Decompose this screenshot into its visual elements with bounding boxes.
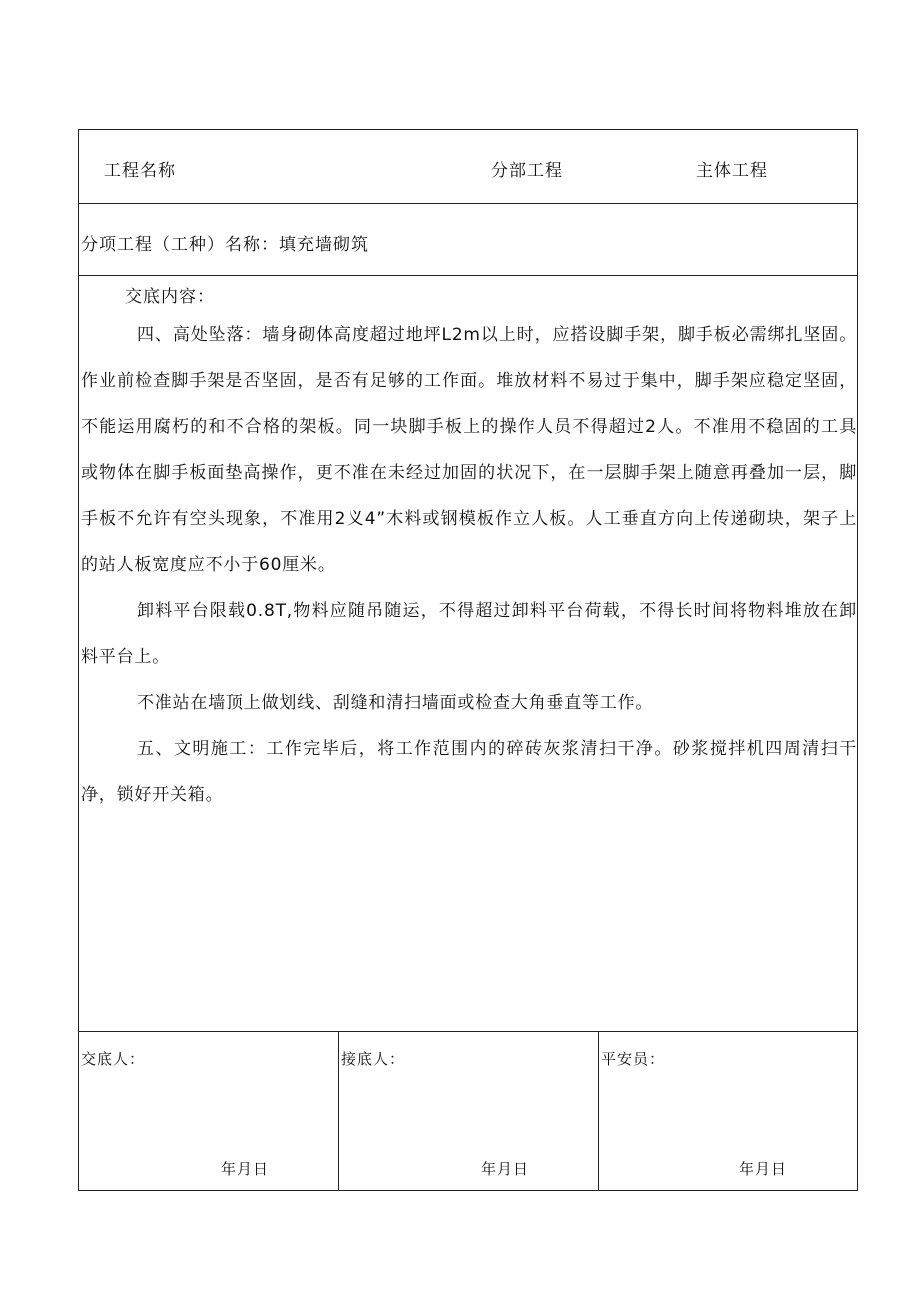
header-row bbox=[79, 130, 857, 204]
discloser-label: 交底人： bbox=[81, 1050, 146, 1068]
disclosure-form bbox=[78, 129, 858, 1191]
receiver-label: 接底人： bbox=[341, 1050, 406, 1068]
division-label: 分部工程 bbox=[491, 161, 563, 181]
safety-officer-label: 平安员： bbox=[601, 1050, 666, 1068]
subitem-row bbox=[79, 204, 857, 276]
signature-row bbox=[79, 1032, 857, 1190]
paragraph-civilized-construction: 五、文明施工：工作完毕后，将工作范围内的碎砖灰浆清扫干净。砂浆搅拌机四周清扫干净，锁好开关箱。 bbox=[81, 739, 857, 805]
paragraph-wall-top: 不准站在墙顶上做划线、刮缝和清扫墙面或检查大角垂直等工作。 bbox=[137, 693, 654, 713]
paragraph-fall-prevention: 四、高处坠落：墙身砌体高度超过地坪L2m以上时，应搭设脚手架，脚手板必需绑扎坚固。作业前检查脚手架是否坚固，是否有足够的工作面。堆放材料不易过于集中，脚手架应稳定坚固，不能运用腐朽的和不合格的架板。同一块脚手板上的操作人员不得超过2人。不准用不稳固的工具或物体在脚手板面垫高操作，更不准在未经过加固的状况下，在一层脚手架上随意再叠加一层，脚手板不允许有空头现象，不准用2义4”木料或钢模板作立人板。人工垂直方向上传递砌块，架子上的站人板宽度应不小于60厘米。 bbox=[81, 325, 857, 575]
receiver-date: 年月日 bbox=[481, 1160, 530, 1178]
content-row bbox=[79, 276, 857, 1032]
safety-officer-cell bbox=[599, 1032, 857, 1190]
receiver-cell bbox=[339, 1032, 599, 1190]
subitem-name: 分项工程（工种）名称：填充墙砌筑 bbox=[81, 235, 369, 255]
paragraph-unloading-platform: 卸料平台限载0.8T,物料应随吊随运，不得超过卸料平台荷载，不得长时间将物料堆放在卸料平台上。 bbox=[81, 601, 857, 667]
content-heading: 交底内容： bbox=[125, 287, 215, 307]
discloser-date: 年月日 bbox=[221, 1160, 270, 1178]
project-name-label: 工程名称 bbox=[104, 161, 176, 181]
division-value: 主体工程 bbox=[696, 161, 768, 181]
safety-officer-date: 年月日 bbox=[739, 1160, 788, 1178]
discloser-cell bbox=[79, 1032, 339, 1190]
